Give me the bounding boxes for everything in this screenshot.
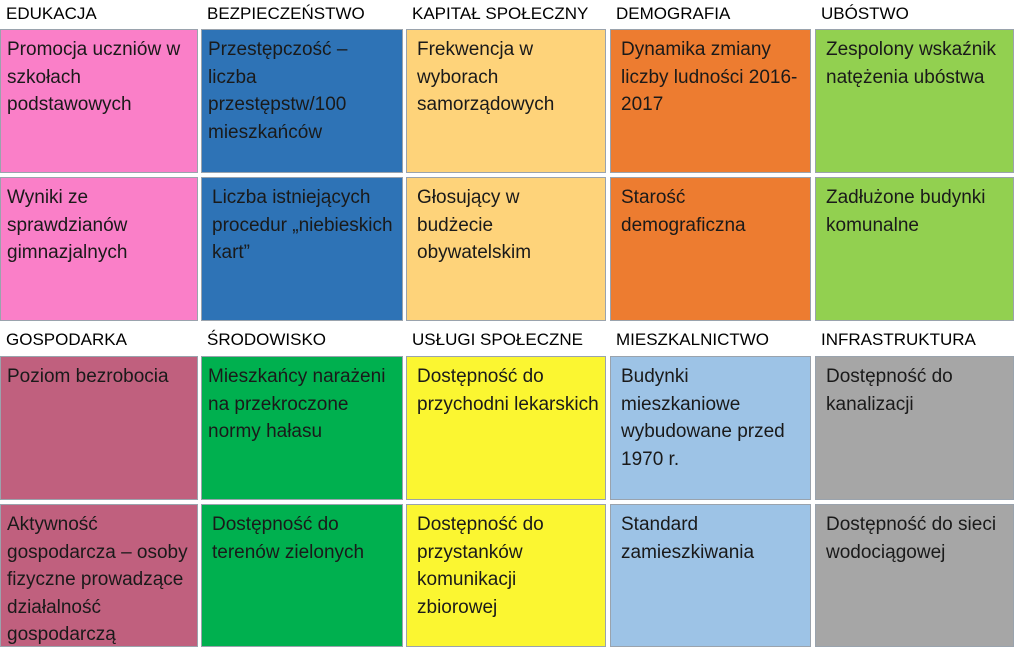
indicator-text: Standard zamieszkiwania bbox=[621, 514, 755, 563]
indicator-cell bbox=[610, 356, 811, 500]
indicator-cell bbox=[815, 356, 1014, 500]
indicator-text: Aktywność gospodarcza – osoby fizyczne prowadzące działalność gospodarczą bbox=[7, 514, 188, 645]
category-infrastruktura bbox=[815, 0, 1014, 647]
indicator-text: Zadłużone budynki komunalne bbox=[826, 187, 986, 236]
category-header: MIESZKALNICTWO bbox=[610, 326, 811, 354]
category-header: DEMOGRAFIA bbox=[610, 0, 811, 28]
indicator-cell bbox=[406, 356, 606, 500]
category-uslugi-spoleczne bbox=[406, 0, 606, 647]
category-header: EDUKACJA bbox=[0, 0, 198, 28]
category-srodowisko bbox=[201, 0, 403, 647]
indicator-text: Dostępność do sieci wodociągowej bbox=[826, 514, 997, 563]
indicator-text: Mieszkańcy narażeni na przekroczone normy hałasu bbox=[208, 366, 386, 442]
category-gospodarka bbox=[0, 0, 198, 647]
category-header: USŁUGI SPOŁECZNE bbox=[406, 326, 606, 354]
indicator-text: Liczba istniejących procedur „niebieskich kart” bbox=[212, 187, 393, 263]
indicator-text: Dostępność do przystanków komunikacji zbiorowej bbox=[417, 514, 544, 618]
indicator-text: Poziom bezrobocia bbox=[7, 366, 169, 387]
indicator-text: Przestępczość – liczba przestępstw/100 mieszkańców bbox=[208, 39, 348, 143]
indicator-text: Frekwencja w wyborach samorządowych bbox=[417, 39, 555, 115]
indicator-cell bbox=[201, 504, 403, 647]
indicator-cell bbox=[815, 504, 1014, 647]
indicator-text: Dynamika zmiany liczby ludności 2016-2017 bbox=[621, 39, 798, 115]
category-header: GOSPODARKA bbox=[0, 326, 198, 354]
indicator-cell bbox=[0, 356, 198, 500]
category-header: ŚRODOWISKO bbox=[201, 326, 403, 354]
indicator-cell bbox=[201, 356, 403, 500]
indicator-text: Zespolony wskaźnik natężenia ubóstwa bbox=[826, 39, 997, 88]
indicator-text: Dostępność do przychodni lekarskich bbox=[417, 366, 599, 415]
category-header: KAPITAŁ SPOŁECZNY bbox=[406, 0, 606, 28]
category-header: UBÓSTWO bbox=[815, 0, 1014, 28]
category-header: INFRASTRUKTURA bbox=[815, 326, 1014, 354]
indicator-text: Głosujący w budżecie obywatelskim bbox=[417, 187, 532, 263]
category-mieszkalnictwo bbox=[610, 0, 811, 647]
indicator-text: Starość demograficzna bbox=[621, 187, 746, 236]
indicator-cell bbox=[610, 504, 811, 647]
indicator-text: Budynki mieszkaniowe wybudowane przed 1970 r. bbox=[621, 366, 785, 470]
indicator-text: Wyniki ze sprawdzianów gimnazjalnych bbox=[7, 187, 128, 263]
indicator-cell bbox=[406, 504, 606, 647]
indicator-text: Dostępność do terenów zielonych bbox=[212, 514, 365, 563]
indicator-text: Promocja uczniów w szkołach podstawowych bbox=[7, 39, 181, 115]
indicator-text: Dostępność do kanalizacji bbox=[826, 366, 953, 415]
category-header: BEZPIECZEŃSTWO bbox=[201, 0, 403, 28]
indicator-cell bbox=[0, 504, 198, 647]
